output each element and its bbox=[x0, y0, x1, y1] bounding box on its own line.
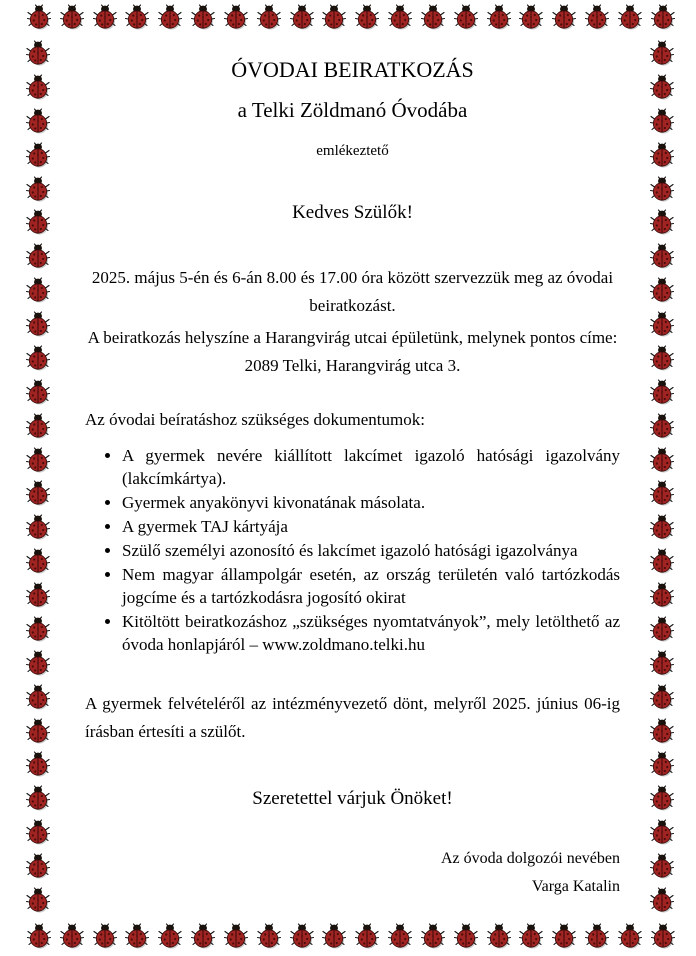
ladybug-icon bbox=[650, 548, 674, 575]
ladybug-icon bbox=[26, 650, 50, 677]
ladybug-icon bbox=[650, 345, 674, 372]
list-item: • Gyermek anyakönyvi kivonatának másolata. bbox=[122, 491, 620, 514]
closing-line: Szeretettel várjuk Önöket! bbox=[252, 788, 453, 809]
ladybug-icon bbox=[257, 923, 281, 950]
greeting: Kedves Szülők! bbox=[292, 202, 413, 223]
ladybug-icon bbox=[290, 923, 314, 950]
ladybug-icon bbox=[355, 923, 379, 950]
ladybug-icon bbox=[454, 923, 478, 950]
ladybug-icon bbox=[322, 923, 346, 950]
ladybug-icon bbox=[26, 108, 50, 135]
list-item: • Szülő személyi azonosító és lakcímet igazoló hatósági igazolványa bbox=[122, 539, 620, 562]
border-right bbox=[650, 40, 674, 914]
ladybug-icon bbox=[421, 923, 445, 950]
ladybug-icon bbox=[26, 379, 50, 406]
ladybug-icon bbox=[650, 243, 674, 270]
list-item: • Kitöltött beiratkozáshoz „szükséges nyomtatványok”, mely letölthető az óvoda honlapjáról – www.zoldmano.telki.hu bbox=[122, 610, 620, 656]
ladybug-icon bbox=[191, 923, 215, 950]
ladybug-icon bbox=[26, 209, 50, 236]
ladybug-icon bbox=[651, 4, 675, 31]
list-item: • Nem magyar állampolgár esetén, az ország területén való tartózkodás jogcíme és a tartózkodásra jogosító okirat bbox=[122, 563, 620, 609]
decision-paragraph: A gyermek felvételéről az intézményvezető dönt, melyről 2025. június 06-ig írásban értesíti a szülőt. bbox=[85, 694, 620, 741]
ladybug-icon bbox=[26, 176, 50, 203]
ladybug-icon bbox=[650, 514, 674, 541]
ladybug-icon bbox=[26, 40, 50, 67]
ladybug-icon bbox=[26, 311, 50, 338]
ladybug-icon bbox=[650, 650, 674, 677]
ladybug-icon bbox=[650, 480, 674, 507]
ladybug-icon bbox=[26, 785, 50, 812]
documents-heading: Az óvodai beíratáshoz szükséges dokumentumok: bbox=[85, 410, 425, 429]
ladybug-icon bbox=[618, 923, 642, 950]
ladybug-icon bbox=[26, 142, 50, 169]
ladybug-icon bbox=[552, 923, 576, 950]
ladybug-icon bbox=[650, 582, 674, 609]
ladybug-icon bbox=[26, 243, 50, 270]
ladybug-icon bbox=[26, 277, 50, 304]
ladybug-icon bbox=[650, 887, 674, 914]
ladybug-icon bbox=[650, 176, 674, 203]
border-bottom bbox=[27, 923, 675, 950]
ladybug-icon bbox=[26, 582, 50, 609]
ladybug-icon bbox=[26, 514, 50, 541]
border-left bbox=[26, 40, 50, 914]
ladybug-icon bbox=[519, 923, 543, 950]
ladybug-icon bbox=[26, 853, 50, 880]
ladybug-icon bbox=[487, 923, 511, 950]
ladybug-icon bbox=[26, 480, 50, 507]
ladybug-icon bbox=[26, 345, 50, 372]
ladybug-icon bbox=[27, 923, 51, 950]
ladybug-icon bbox=[650, 616, 674, 643]
ladybug-icon bbox=[585, 923, 609, 950]
ladybug-icon bbox=[158, 923, 182, 950]
ladybug-icon bbox=[650, 819, 674, 846]
signature-organization: Az óvoda dolgozói nevében bbox=[440, 850, 620, 867]
ladybug-icon bbox=[26, 548, 50, 575]
ladybug-icon bbox=[650, 379, 674, 406]
documents-list bbox=[85, 444, 620, 656]
ladybug-icon bbox=[650, 108, 674, 135]
ladybug-icon bbox=[26, 413, 50, 440]
ladybug-icon bbox=[651, 923, 675, 950]
page-title: ÓVODAI BEIRATKOZÁS bbox=[231, 57, 474, 82]
list-item: • A gyermek nevére kiállított lakcímet igazoló hatósági igazolvány (lakcímkártya). bbox=[122, 444, 620, 490]
ladybug-icon bbox=[650, 447, 674, 474]
ladybug-icon bbox=[224, 923, 248, 950]
ladybug-icon bbox=[650, 40, 674, 67]
document-content bbox=[85, 0, 620, 896]
ladybug-icon bbox=[125, 923, 149, 950]
ladybug-icon bbox=[388, 923, 412, 950]
ladybug-icon bbox=[60, 4, 84, 31]
reminder-note: emlékeztető bbox=[316, 143, 389, 159]
ladybug-icon bbox=[650, 684, 674, 711]
ladybug-icon bbox=[26, 751, 50, 778]
ladybug-icon bbox=[650, 785, 674, 812]
signature-name: Varga Katalin bbox=[531, 878, 620, 895]
enrollment-location-paragraph: A beiratkozás helyszíne a Harangvirág utcai épületünk, melynek pontos címe: 2089 Telki, Harangvirág utca 3. bbox=[87, 328, 618, 375]
ladybug-icon bbox=[26, 887, 50, 914]
ladybug-icon bbox=[650, 751, 674, 778]
ladybug-icon bbox=[650, 142, 674, 169]
ladybug-icon bbox=[650, 718, 674, 745]
ladybug-icon bbox=[650, 413, 674, 440]
ladybug-icon bbox=[26, 718, 50, 745]
ladybug-icon bbox=[26, 616, 50, 643]
ladybug-icon bbox=[650, 209, 674, 236]
ladybug-icon bbox=[650, 277, 674, 304]
ladybug-icon bbox=[650, 74, 674, 101]
ladybug-icon bbox=[26, 74, 50, 101]
ladybug-icon bbox=[60, 923, 84, 950]
list-item: • A gyermek TAJ kártyája bbox=[122, 515, 620, 538]
ladybug-icon bbox=[26, 447, 50, 474]
ladybug-icon bbox=[26, 684, 50, 711]
ladybug-icon bbox=[93, 923, 117, 950]
ladybug-icon bbox=[26, 819, 50, 846]
ladybug-icon bbox=[650, 853, 674, 880]
enrollment-date-paragraph: 2025. május 5-én és 6-án 8.00 és 17.00 óra között szervezzük meg az óvodai beiratkozást. bbox=[91, 268, 614, 315]
page-subtitle: a Telki Zöldmanó Óvodába bbox=[237, 98, 468, 122]
ladybug-icon bbox=[618, 4, 642, 31]
ladybug-icon bbox=[27, 4, 51, 31]
ladybug-icon bbox=[650, 311, 674, 338]
